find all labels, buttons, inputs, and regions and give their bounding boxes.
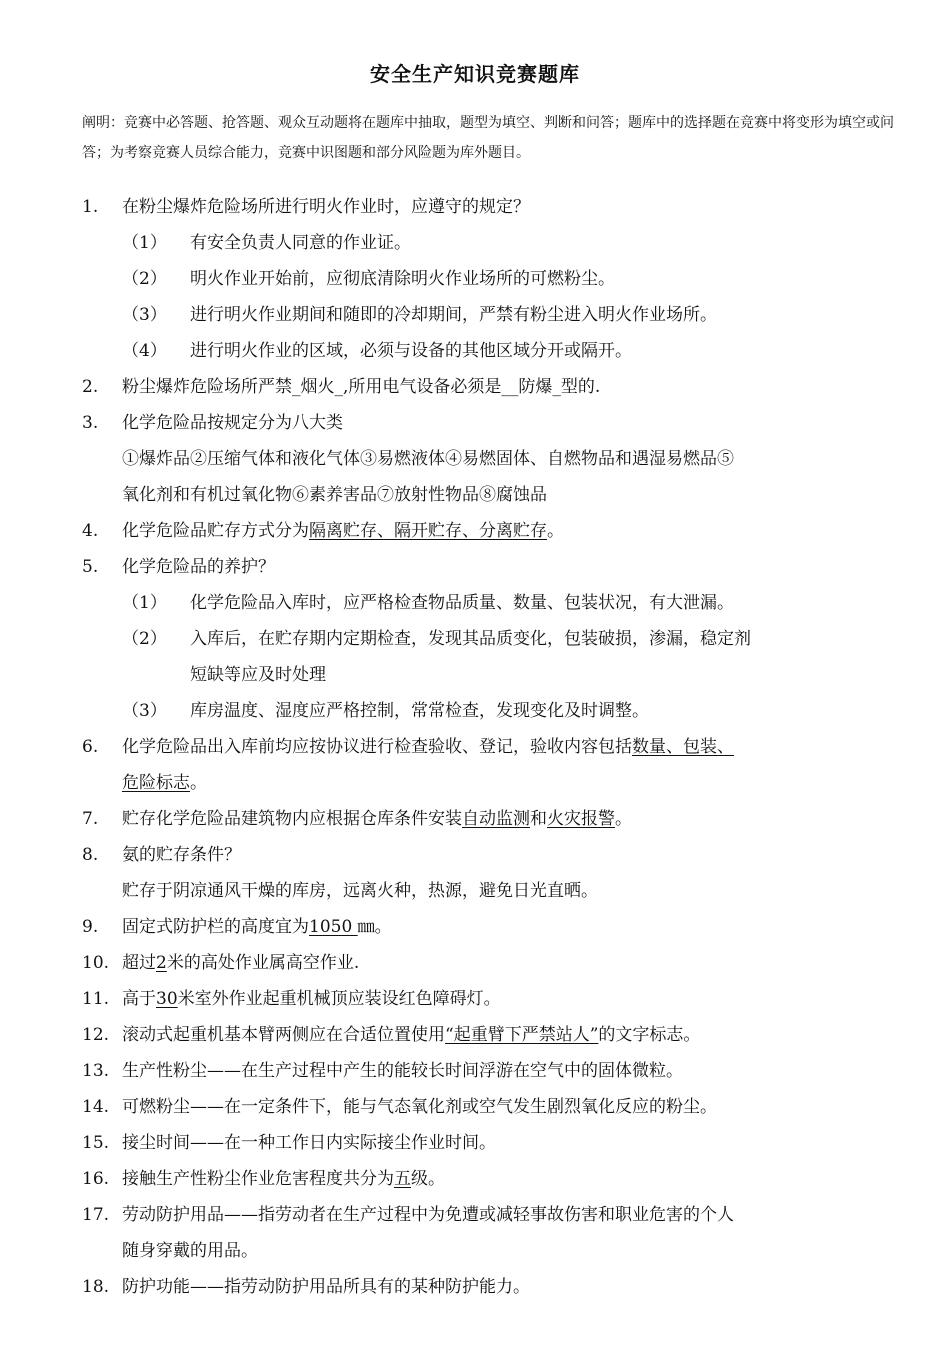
item-text-continued: 短缺等应及时处理 xyxy=(190,665,326,685)
item-text: 化学危险品入库时，应严格检查物品质量、数量、包装状况，有大泄漏。 xyxy=(190,593,734,613)
question-4 xyxy=(82,513,897,549)
question-text xyxy=(122,945,359,981)
question-number: 8. xyxy=(82,845,99,865)
answer-item xyxy=(82,693,897,729)
question-answer: 贮存于阴凉通风干燥的库房，远离火种，热源，避免日光直晒。 xyxy=(122,881,598,901)
item-text: 明火作业开始前，应彻底清除明火作业场所的可燃粉尘。 xyxy=(190,269,615,289)
question-text xyxy=(122,1161,445,1197)
item-text: 有安全负责人同意的作业证。 xyxy=(190,233,411,253)
question-3 xyxy=(82,405,897,441)
question-number: 1. xyxy=(82,197,99,217)
underlined-answer: 自动监测 xyxy=(462,809,530,829)
question-number: 7. xyxy=(82,809,99,829)
question-text: 在粉尘爆炸危险场所进行明火作业时，应遵守的规定？ xyxy=(122,197,530,217)
underlined-answer: 数量、包装、 xyxy=(632,737,734,757)
question-text xyxy=(122,981,501,1017)
question-7 xyxy=(82,801,897,837)
answer-item xyxy=(82,333,897,369)
question-number: 6. xyxy=(82,737,99,757)
question-number: 9. xyxy=(82,917,99,937)
text-segment: 米室外作业起重机械顶应装设红色障碍灯。 xyxy=(177,989,501,1009)
question-text: 劳动防护用品——指劳动者在生产过程中为免遭或减轻事故伤害和职业危害的个人 xyxy=(122,1205,734,1225)
answer-item xyxy=(82,585,897,621)
question-text xyxy=(122,909,392,945)
item-number: （1） xyxy=(122,233,167,253)
question-10 xyxy=(82,945,897,981)
question-text: 粉尘爆炸危险场所严禁_烟火_,所用电气设备必须是__防爆_型的. xyxy=(122,377,601,397)
question-number: 3. xyxy=(82,413,99,433)
text-segment: 。 xyxy=(547,521,564,541)
question-list xyxy=(82,189,897,1305)
question-number: 4. xyxy=(82,521,99,541)
intro-paragraph: 阐明：竞赛中必答题、抢答题、观众互动题将在题库中抽取，题型为填空、判断和问答；题库中的选择题在竞赛中将变形为填空或问答；为考察竞赛人员综合能力，竞赛中识图题和部分风险题为库外题目。 xyxy=(82,115,894,161)
question-text-continued: ①爆炸品②压缩气体和液化气体③易燃液体④易燃固体、自燃物品和遇湿易燃品⑤ xyxy=(122,449,734,469)
question-number: 14. xyxy=(82,1097,110,1117)
question-text: 化学危险品按规定分为八大类 xyxy=(122,413,343,433)
item-number: （3） xyxy=(122,305,167,325)
question-text xyxy=(122,801,632,837)
question-text xyxy=(122,1017,700,1053)
underlined-answer: 火灾报警 xyxy=(547,809,615,829)
answer-item xyxy=(82,621,897,657)
question-number: 18. xyxy=(82,1277,110,1297)
question-number: 16. xyxy=(82,1169,110,1189)
question-text: 生产性粉尘——在生产过程中产生的能较长时间浮游在空气中的固体微粒。 xyxy=(122,1061,683,1081)
underlined-answer: 30 xyxy=(156,989,178,1009)
text-segment: 贮存化学危险品建筑物内应根据仓库条件安装 xyxy=(122,809,462,829)
question-8 xyxy=(82,837,897,873)
question-17 xyxy=(82,1197,897,1233)
question-18 xyxy=(82,1269,897,1305)
text-segment: 超过 xyxy=(122,953,156,973)
question-text xyxy=(122,513,564,549)
question-text: 接尘时间——在一种工作日内实际接尘作业时间。 xyxy=(122,1133,496,1153)
text-segment: 和 xyxy=(530,809,547,829)
text-segment: 。 xyxy=(190,773,207,793)
answer-item xyxy=(82,297,897,333)
question-5 xyxy=(82,549,897,585)
question-text-continued xyxy=(82,765,897,801)
question-text: 化学危险品的养护？ xyxy=(122,557,275,577)
item-number: （2） xyxy=(122,629,167,649)
text-segment: ㎜。 xyxy=(357,917,392,937)
text-segment: 米的高处作业属高空作业. xyxy=(166,953,360,973)
item-number: （1） xyxy=(122,593,167,613)
question-1 xyxy=(82,189,897,225)
question-number: 13. xyxy=(82,1061,110,1081)
page-title: 安全生产知识竞赛题库 xyxy=(370,62,580,86)
item-number: （3） xyxy=(122,701,167,721)
question-12 xyxy=(82,1017,897,1053)
underlined-answer: 2 xyxy=(156,953,167,973)
item-text: 库房温度、湿度应严格控制，常常检查，发现变化及时调整。 xyxy=(190,701,649,721)
text-segment: 。 xyxy=(615,809,632,829)
question-text xyxy=(122,729,734,765)
item-number: （2） xyxy=(122,269,167,289)
question-number: 5. xyxy=(82,557,99,577)
question-13 xyxy=(82,1053,897,1089)
answer-item xyxy=(82,261,897,297)
question-text: 氨的贮存条件？ xyxy=(122,845,241,865)
text-segment: 接触生产性粉尘作业危害程度共分为 xyxy=(122,1169,394,1189)
question-number: 12. xyxy=(82,1025,110,1045)
text-segment: 化学危险品出入库前均应按协议进行检查验收、登记，验收内容包括 xyxy=(122,737,632,757)
text-segment: 固定式防护栏的高度宜为 xyxy=(122,917,309,937)
underlined-answer: 1050 xyxy=(309,917,358,937)
underlined-answer: 五 xyxy=(394,1169,411,1189)
question-text: 可燃粉尘——在一定条件下，能与气态氧化剂或空气发生剧烈氧化反应的粉尘。 xyxy=(122,1097,717,1117)
question-number: 15. xyxy=(82,1133,110,1153)
text-segment: 化学危险品贮存方式分为 xyxy=(122,521,309,541)
question-6 xyxy=(82,729,897,765)
text-segment: 级。 xyxy=(411,1169,445,1189)
question-text-continued: 随身穿戴的用品。 xyxy=(122,1241,258,1261)
question-number: 17. xyxy=(82,1205,110,1225)
question-number: 10. xyxy=(82,953,110,973)
question-number: 2. xyxy=(82,377,99,397)
question-15 xyxy=(82,1125,897,1161)
item-text: 入库后，在贮存期内定期检查，发现其品质变化，包装破损，渗漏，稳定剂 xyxy=(190,629,751,649)
question-16 xyxy=(82,1161,897,1197)
text-segment: 的文字标志。 xyxy=(598,1025,701,1045)
underlined-answer: “起重臂下严禁站人” xyxy=(445,1025,599,1045)
question-text: 防护功能——指劳动防护用品所具有的某种防护能力。 xyxy=(122,1277,530,1297)
question-number: 11. xyxy=(82,989,110,1009)
item-text: 进行明火作业期间和随即的冷却期间，严禁有粉尘进入明火作业场所。 xyxy=(190,305,717,325)
underlined-answer: 危险标志 xyxy=(122,773,190,793)
underlined-answer: 隔离贮存、隔开贮存、分离贮存 xyxy=(309,521,547,541)
item-number: （4） xyxy=(122,341,167,361)
question-2 xyxy=(82,369,897,405)
text-segment: 滚动式起重机基本臂两侧应在合适位置使用 xyxy=(122,1025,445,1045)
question-14 xyxy=(82,1089,897,1125)
answer-item xyxy=(82,225,897,261)
text-segment: 高于 xyxy=(122,989,156,1009)
question-11 xyxy=(82,981,897,1017)
question-text-continued: 氧化剂和有机过氧化物⑥素养害品⑦放射性物品⑧腐蚀品 xyxy=(122,485,547,505)
item-text: 进行明火作业的区域，必须与设备的其他区域分开或隔开。 xyxy=(190,341,632,361)
question-9 xyxy=(82,909,897,945)
